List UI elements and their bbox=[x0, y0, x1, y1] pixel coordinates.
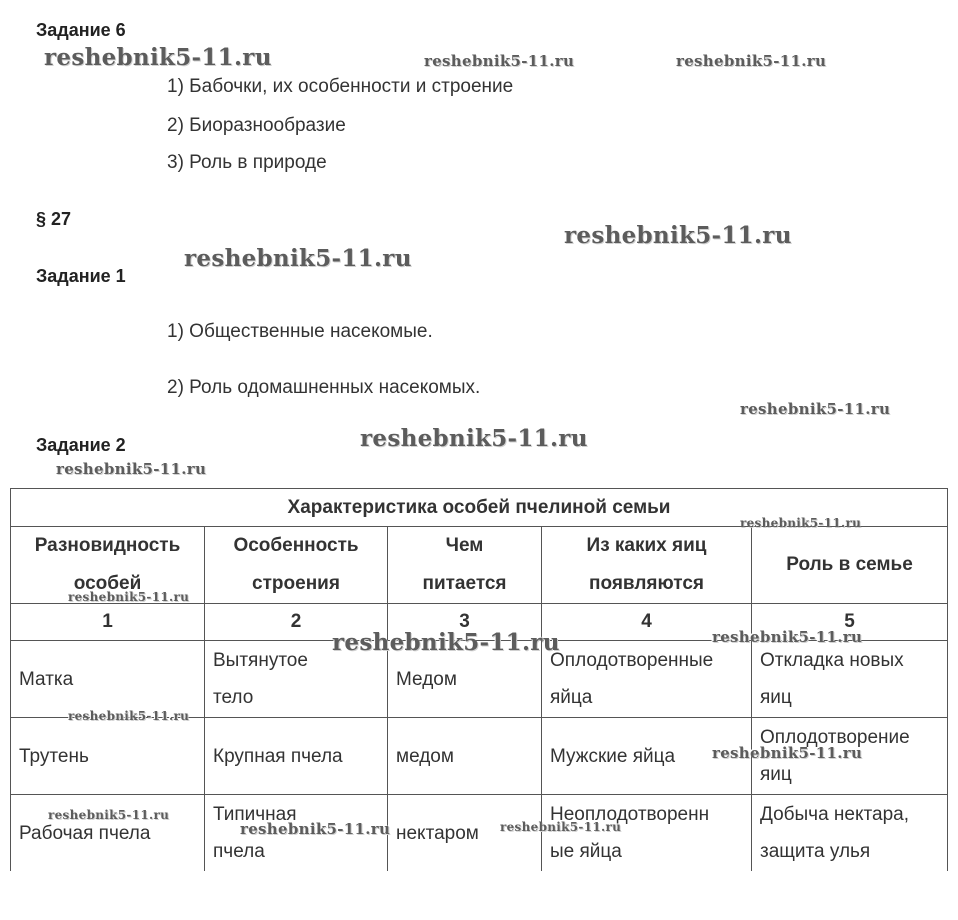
watermark: reshebnik5-11.ru bbox=[676, 52, 827, 70]
watermark: reshebnik5-11.ru bbox=[48, 808, 170, 822]
column-header: Чем питается bbox=[388, 527, 542, 604]
watermark: reshebnik5-11.ru bbox=[240, 820, 391, 838]
task6-heading: Задание 6 bbox=[36, 20, 126, 40]
table-cell: Крупная пчела bbox=[205, 718, 388, 795]
column-number: 5 bbox=[752, 604, 948, 641]
table-cell: Типичная пчела bbox=[205, 795, 388, 872]
watermark: reshebnik5-11.ru bbox=[360, 425, 588, 452]
watermark: reshebnik5-11.ru bbox=[564, 222, 792, 249]
table-cell: медом bbox=[388, 718, 542, 795]
table-cell: Трутень bbox=[11, 718, 205, 795]
watermark: reshebnik5-11.ru bbox=[56, 460, 207, 478]
watermark: reshebnik5-11.ru bbox=[44, 44, 272, 71]
section-number: § 27 bbox=[36, 209, 72, 229]
watermark: reshebnik5-11.ru bbox=[68, 709, 190, 723]
watermark: reshebnik5-11.ru bbox=[424, 52, 575, 70]
table-row bbox=[11, 795, 948, 872]
column-number: 2 bbox=[205, 604, 388, 641]
table-cell: Оплодотворение яиц bbox=[752, 718, 948, 795]
column-header: Особенность строения bbox=[205, 527, 388, 604]
task2-heading: Задание 2 bbox=[36, 435, 126, 455]
table-cell: Откладка новых яиц bbox=[752, 641, 948, 718]
task6-item-3: 3) Роль в природе bbox=[167, 152, 327, 173]
watermark: reshebnik5-11.ru bbox=[68, 590, 190, 604]
table-cell: Неоплодотворенн ые яйца bbox=[542, 795, 752, 872]
watermark: reshebnik5-11.ru bbox=[712, 628, 863, 646]
task6-item-2: 2) Биоразнообразие bbox=[167, 115, 346, 136]
watermark: reshebnik5-11.ru bbox=[712, 744, 863, 762]
column-number: 4 bbox=[542, 604, 752, 641]
table-cell: Оплодотворенные яйца bbox=[542, 641, 752, 718]
column-header: Из каких яиц появляются bbox=[542, 527, 752, 604]
task1-heading: Задание 1 bbox=[36, 266, 126, 286]
task1-item-1: 1) Общественные насекомые. bbox=[167, 321, 433, 342]
watermark: reshebnik5-11.ru bbox=[740, 400, 891, 418]
table-title: Характеристика особей пчелиной семьи bbox=[11, 489, 948, 527]
watermark: reshebnik5-11.ru bbox=[740, 516, 862, 530]
watermark: reshebnik5-11.ru bbox=[332, 629, 560, 656]
watermark: reshebnik5-11.ru bbox=[184, 245, 412, 272]
column-number: 1 bbox=[11, 604, 205, 641]
table-cell: Матка bbox=[11, 641, 205, 718]
table-cell: Рабочая пчела bbox=[11, 795, 205, 872]
watermark: reshebnik5-11.ru bbox=[500, 820, 622, 834]
table-cell: Мужские яйца bbox=[542, 718, 752, 795]
table-cell: нектаром bbox=[388, 795, 542, 872]
task1-item-2: 2) Роль одомашненных насекомых. bbox=[167, 377, 481, 398]
column-header: Разновидность особей bbox=[11, 527, 205, 604]
table-cell: Добыча нектара, защита улья bbox=[752, 795, 948, 872]
table-cell: Вытянутое тело bbox=[205, 641, 388, 718]
column-header: Роль в семье bbox=[752, 527, 948, 604]
table-cell: Медом bbox=[388, 641, 542, 718]
task6-item-1: 1) Бабочки, их особенности и строение bbox=[167, 76, 514, 97]
column-number: 3 bbox=[388, 604, 542, 641]
